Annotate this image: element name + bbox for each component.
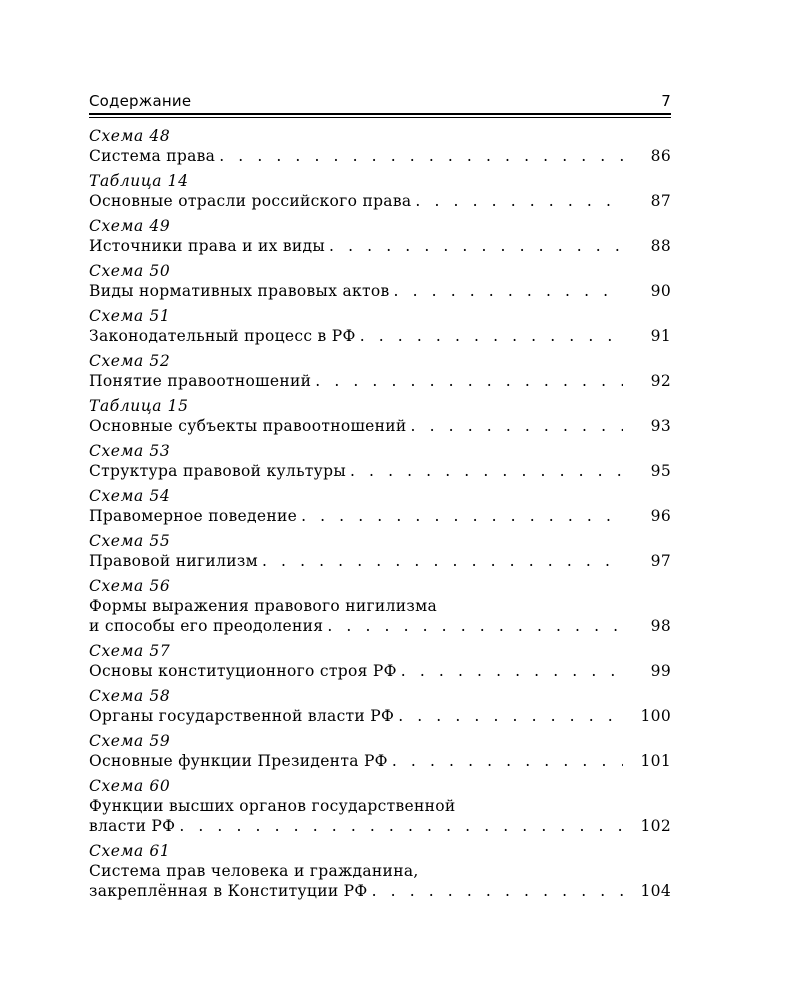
toc-entry-page-number: 98 xyxy=(650,617,671,635)
toc-entry-final-line xyxy=(89,371,671,391)
dot-leader xyxy=(411,416,623,436)
toc-entry-title-line: Система прав человека и гражданина, xyxy=(89,862,419,880)
toc-entry xyxy=(89,307,671,346)
toc-entry-title: Правовой нигилизм xyxy=(89,552,258,570)
toc-entry-title: Законодательный процесс в РФ xyxy=(89,327,356,345)
dot-leader xyxy=(219,146,623,166)
toc-entry-kind: Схема 59 xyxy=(89,732,171,750)
running-head-title: Содержание xyxy=(89,92,192,110)
toc-entry-title-line: Функции высших органов государственной xyxy=(89,797,456,815)
dot-leader xyxy=(415,191,623,211)
toc-entry-kind: Схема 49 xyxy=(89,217,171,235)
toc-entry-kind: Схема 54 xyxy=(89,487,171,505)
toc-entry-kind: Схема 55 xyxy=(89,532,171,550)
toc-entry xyxy=(89,442,671,481)
toc-entry-kind: Схема 53 xyxy=(89,442,171,460)
toc-entry-page-number: 90 xyxy=(650,282,671,300)
toc-entry xyxy=(89,777,671,836)
toc-entry-page-number: 102 xyxy=(640,817,671,835)
dot-leader xyxy=(392,751,623,771)
toc-entry xyxy=(89,732,671,771)
toc-entry-title: Основные отрасли российского права xyxy=(89,192,412,210)
toc-entry-title: Основы конституционного строя РФ xyxy=(89,662,397,680)
toc-entry-final-line xyxy=(89,326,671,346)
toc-entry-title: и способы его преодоления xyxy=(89,617,324,635)
toc-entry-final-line xyxy=(89,881,671,901)
dot-leader xyxy=(360,326,623,346)
toc-list xyxy=(89,127,671,901)
toc-entry-page-number: 92 xyxy=(650,372,671,390)
toc-entry-final-line xyxy=(89,816,671,836)
toc-entry-title: закреплённая в Конституции РФ xyxy=(89,882,368,900)
dot-leader xyxy=(372,881,623,901)
toc-entry-final-line xyxy=(89,416,671,436)
running-head xyxy=(89,90,671,110)
toc-entry-title: Правомерное поведение xyxy=(89,507,298,525)
dot-leader xyxy=(401,661,623,681)
toc-entry xyxy=(89,842,671,901)
toc-entry xyxy=(89,172,671,211)
toc-entry-title: Основные субъекты правоотношений xyxy=(89,417,407,435)
toc-page xyxy=(89,90,671,907)
toc-entry-kind: Схема 52 xyxy=(89,352,171,370)
toc-entry-title: Виды нормативных правовых актов xyxy=(89,282,390,300)
header-rule xyxy=(89,113,671,118)
toc-entry xyxy=(89,487,671,526)
toc-entry-kind: Схема 56 xyxy=(89,577,171,595)
dot-leader xyxy=(329,236,623,256)
dot-leader xyxy=(398,706,623,726)
toc-entry-page-number: 93 xyxy=(650,417,671,435)
dot-leader xyxy=(350,461,623,481)
toc-entry-page-number: 99 xyxy=(650,662,671,680)
toc-entry-kind: Схема 50 xyxy=(89,262,171,280)
toc-entry-title: власти РФ xyxy=(89,817,176,835)
toc-entry-final-line xyxy=(89,751,671,771)
toc-entry-kind: Схема 57 xyxy=(89,642,171,660)
dot-leader xyxy=(327,616,623,636)
toc-entry-page-number: 100 xyxy=(640,707,671,725)
toc-entry-title: Источники права и их виды xyxy=(89,237,326,255)
toc-entry-page-number: 88 xyxy=(650,237,671,255)
dot-leader xyxy=(394,281,623,301)
toc-entry-final-line xyxy=(89,461,671,481)
toc-entry-page-number: 95 xyxy=(650,462,671,480)
toc-entry-kind: Таблица 14 xyxy=(89,172,189,190)
toc-entry-final-line xyxy=(89,236,671,256)
dot-leader xyxy=(179,816,623,836)
toc-entry-kind: Схема 61 xyxy=(89,842,171,860)
toc-entry-title: Основные функции Президента РФ xyxy=(89,752,388,770)
toc-entry xyxy=(89,262,671,301)
dot-leader xyxy=(301,506,623,526)
dot-leader xyxy=(262,551,623,571)
toc-entry-page-number: 104 xyxy=(640,882,671,900)
toc-entry-final-line xyxy=(89,551,671,571)
toc-entry xyxy=(89,532,671,571)
toc-entry-title-line: Формы выражения правового нигилизма xyxy=(89,597,437,615)
toc-entry-kind: Схема 60 xyxy=(89,777,171,795)
toc-entry-page-number: 101 xyxy=(640,752,671,770)
toc-entry xyxy=(89,217,671,256)
toc-entry-title: Понятие правоотношений xyxy=(89,372,312,390)
toc-entry-final-line xyxy=(89,191,671,211)
toc-entry-final-line xyxy=(89,706,671,726)
toc-entry xyxy=(89,577,671,636)
toc-entry-final-line xyxy=(89,281,671,301)
toc-entry xyxy=(89,127,671,166)
toc-entry-page-number: 87 xyxy=(650,192,671,210)
toc-entry xyxy=(89,642,671,681)
toc-entry-kind: Схема 58 xyxy=(89,687,171,705)
toc-entry-title: Система права xyxy=(89,147,216,165)
toc-entry-final-line xyxy=(89,661,671,681)
running-head-page-number: 7 xyxy=(661,92,671,110)
toc-entry xyxy=(89,397,671,436)
toc-entry-final-line xyxy=(89,506,671,526)
toc-entry xyxy=(89,352,671,391)
toc-entry-page-number: 86 xyxy=(650,147,671,165)
dot-leader xyxy=(315,371,623,391)
toc-entry-kind: Схема 48 xyxy=(89,127,171,145)
toc-entry xyxy=(89,687,671,726)
toc-entry-final-line xyxy=(89,616,671,636)
toc-entry-page-number: 96 xyxy=(650,507,671,525)
toc-entry-kind: Таблица 15 xyxy=(89,397,189,415)
toc-entry-kind: Схема 51 xyxy=(89,307,171,325)
toc-entry-title: Структура правовой культуры xyxy=(89,462,346,480)
toc-entry-page-number: 97 xyxy=(650,552,671,570)
toc-entry-page-number: 91 xyxy=(650,327,671,345)
toc-entry-title: Органы государственной власти РФ xyxy=(89,707,395,725)
toc-entry-final-line xyxy=(89,146,671,166)
